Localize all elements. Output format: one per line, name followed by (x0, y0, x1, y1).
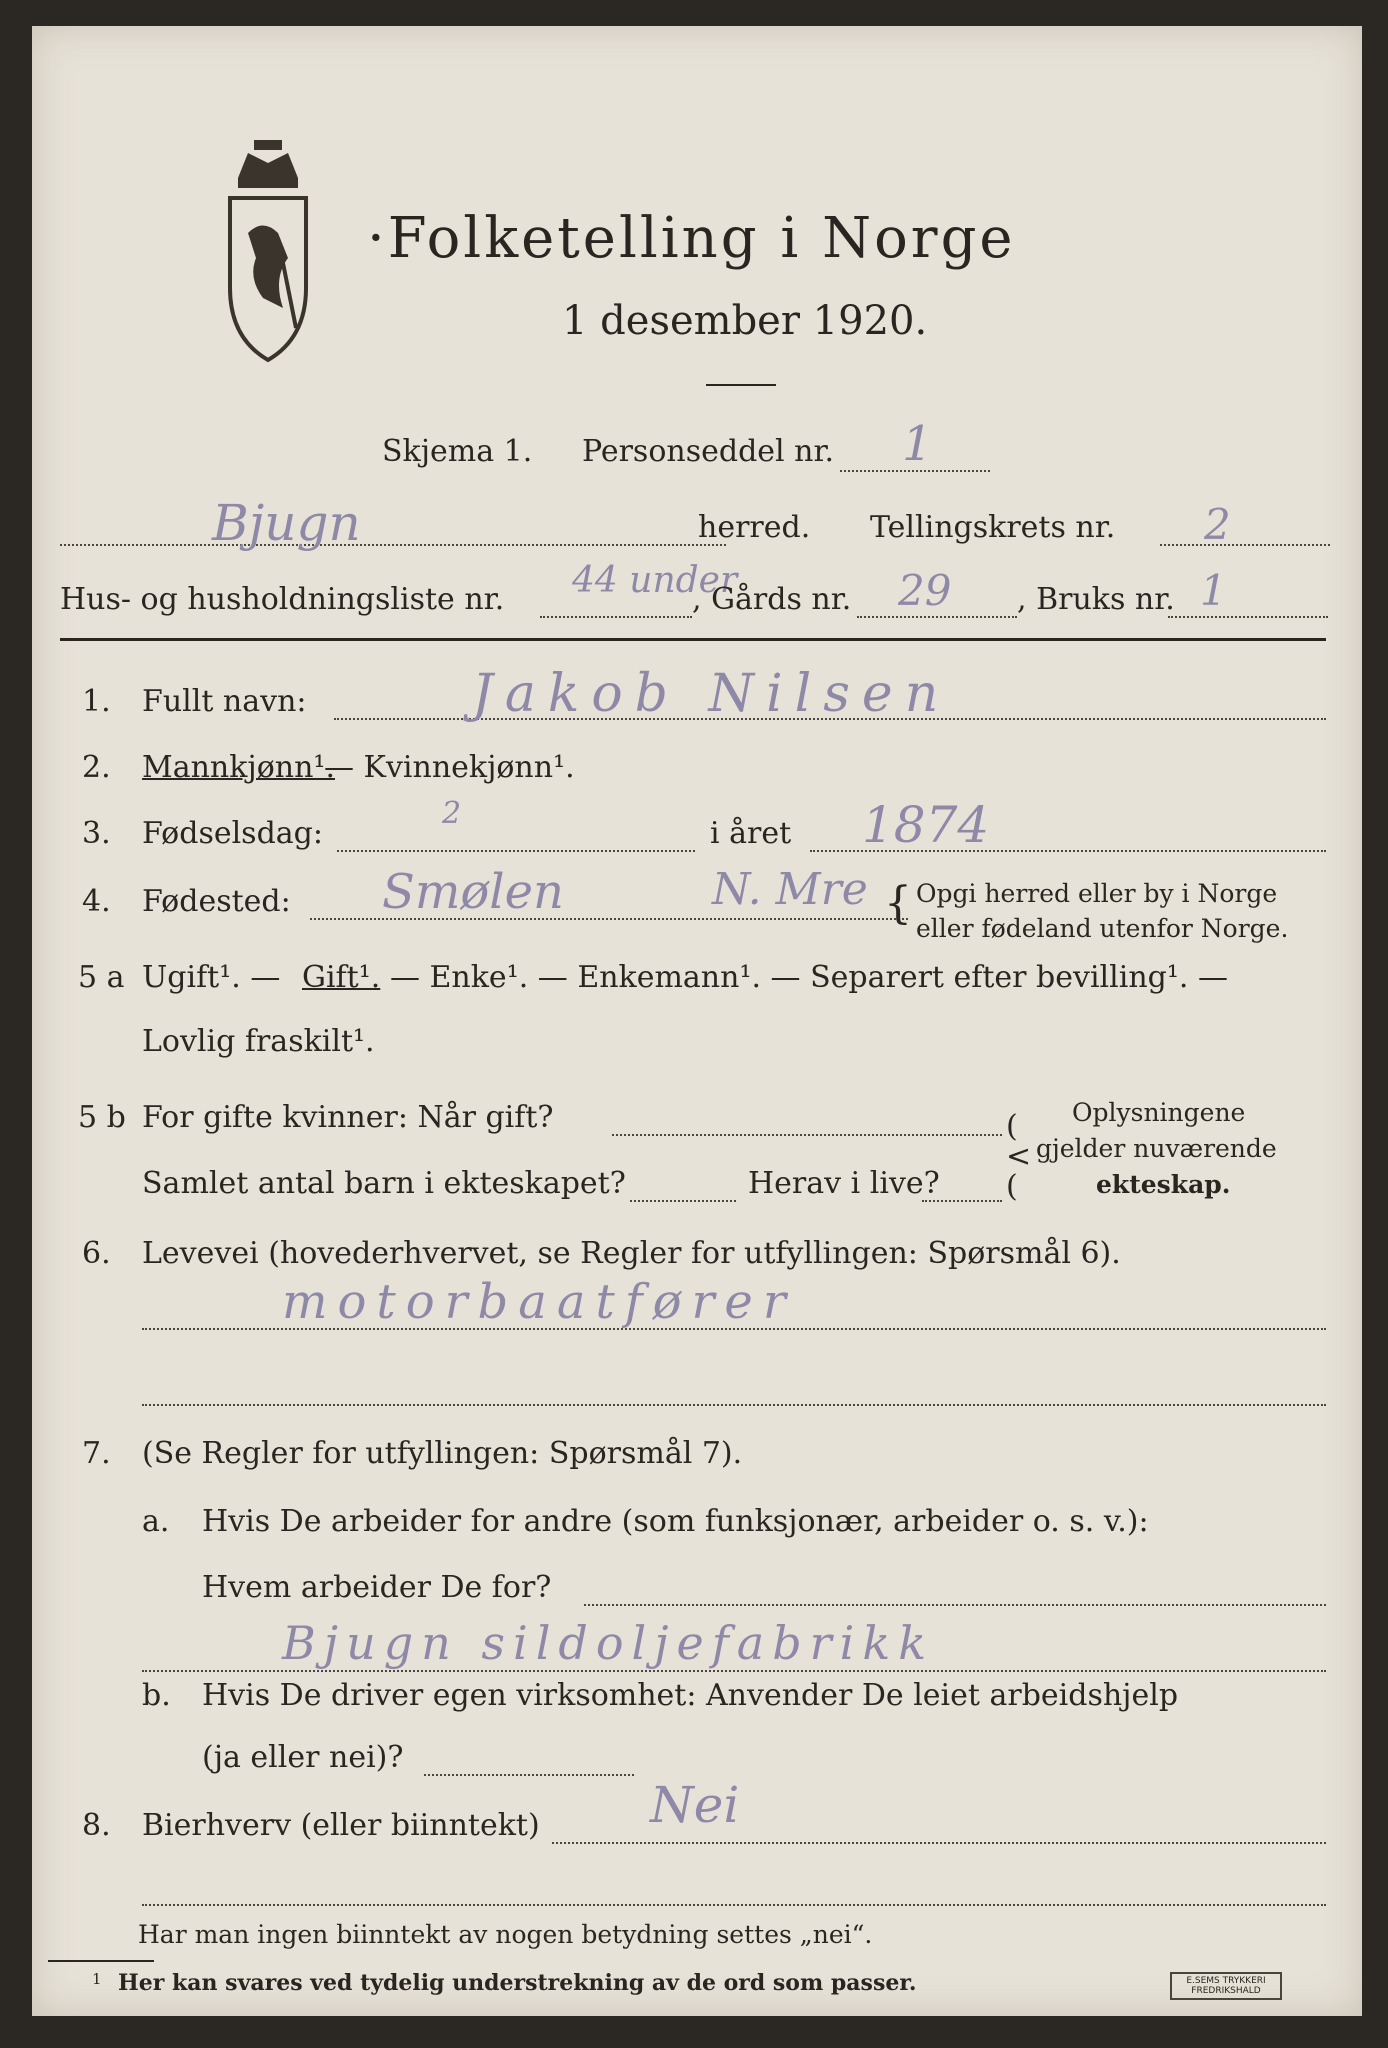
q7-number: 7. (82, 1436, 111, 1471)
q7b-label: Hvis De driver egen virksomhet: Anvender De leiet arbeidshjelp (202, 1678, 1179, 1713)
personseddel-value: 1 (902, 416, 933, 472)
coat-of-arms-icon (218, 138, 318, 366)
q5a-unmarried-option[interactable]: Ugift¹. — (142, 960, 281, 995)
q5b-note-line2: gjelder nuværende (1036, 1134, 1277, 1163)
census-form (32, 26, 1362, 2016)
q5b-children-line[interactable] (630, 1200, 736, 1202)
q2-male-text: Mannkjønn¹. (142, 750, 335, 785)
q8-line-2[interactable] (142, 1904, 1326, 1906)
footnote-text: Her kan svares ved tydelig understrekning av de ord som passer. (118, 1970, 917, 1996)
q5b-alive-label: Herav i live? (748, 1166, 940, 1201)
q4-brace: { (884, 878, 912, 929)
tellingskrets-line[interactable] (1160, 544, 1330, 546)
q1-value: Jakob Nilsen (472, 664, 951, 724)
q3-label: Fødselsdag: (142, 816, 323, 851)
q8-value: Nei (650, 1776, 740, 1834)
q6-number: 6. (82, 1236, 111, 1271)
q5a-married-text: Gift¹. (302, 960, 381, 995)
form-title: ·Folketelling i Norge (367, 206, 1016, 271)
q2-female-option[interactable]: — Kvinnekjønn¹. (324, 750, 575, 785)
q4-label: Fødested: (142, 884, 291, 919)
q5b-alive-line[interactable] (922, 1200, 1002, 1202)
q5a-number: 5 a (78, 960, 125, 995)
q8-label: Bierhverv (eller biinntekt) (142, 1808, 540, 1843)
q5a-married-option[interactable] (302, 960, 380, 995)
tellingskrets-label: Tellingskrets nr. (870, 510, 1116, 545)
q7b-letter: b. (142, 1678, 171, 1713)
q5b-label: For gifte kvinner: Når gift? (142, 1100, 554, 1135)
q8-number: 8. (82, 1808, 111, 1843)
q3-year-label: i året (710, 816, 792, 851)
q6-line-2[interactable] (142, 1404, 1326, 1406)
footnote-mark: 1 (92, 1970, 102, 1988)
bruks-line[interactable] (1168, 616, 1328, 618)
q8-line-1[interactable] (552, 1842, 1326, 1844)
personseddel-label: Personseddel nr. (582, 434, 835, 469)
herred-value: Bjugn (212, 494, 361, 552)
q6-value: motorbaatfører (282, 1274, 796, 1330)
q6-label: Levevei (hovederhvervet, se Regler for utfyllingen: Spørsmål 6). (142, 1236, 1121, 1271)
q3-birthday-line[interactable] (337, 850, 695, 852)
q7a-employer-value: Bjugn sildoljefabrikk (282, 1616, 935, 1670)
q5b-note-line1: Oplysningene (1072, 1098, 1246, 1127)
bruks-value: 1 (1200, 566, 1227, 615)
q7a-label: Hvis De arbeider for andre (som funksjonær, arbeider o. s. v.): (202, 1504, 1149, 1539)
hus-line[interactable] (540, 616, 692, 618)
q4-note-line2: eller fødeland utenfor Norge. (916, 914, 1289, 943)
q7a-letter: a. (142, 1504, 170, 1539)
gards-label: , Gårds nr. (692, 582, 852, 617)
census-date: 1 desember 1920. (562, 298, 928, 344)
q5b-number: 5 b (78, 1100, 126, 1135)
q2-number: 2. (82, 750, 111, 785)
q5b-brace: ( < ( (1006, 1109, 1032, 1204)
skjema-label: Skjema 1. (382, 434, 533, 469)
tellingskrets-value: 2 (1204, 500, 1231, 549)
q8-note: Har man ingen biinntekt av nogen betydning settes „nei“. (138, 1920, 873, 1949)
q5a-divorced-option[interactable]: Lovlig fraskilt¹. (142, 1024, 375, 1059)
header-rule (60, 638, 1326, 641)
title-divider (706, 384, 776, 386)
q3-birthday-value: 2 (442, 796, 462, 831)
herred-line[interactable] (60, 544, 726, 546)
q7a-employer-line-2[interactable] (142, 1670, 1326, 1672)
q4-number: 4. (82, 884, 111, 919)
q5b-note-line3: ekteskap. (1096, 1170, 1231, 1199)
q5b-married-line[interactable] (612, 1134, 1002, 1136)
q4-note-line1: Opgi herred eller by i Norge (916, 879, 1278, 908)
q5a-other-options[interactable]: — Enke¹. — Enkemann¹. — Separert efter bevilling¹. — (390, 960, 1228, 995)
footnote-rule (48, 1960, 154, 1962)
q1-number: 1. (82, 684, 111, 719)
printer-line2: FREDRIKSHALD (1191, 1986, 1261, 1996)
q4-value-county: N. Mre (712, 864, 868, 915)
bruks-label: , Bruks nr. (1017, 582, 1175, 617)
q7a-employer-label: Hvem arbeider De for? (202, 1570, 552, 1605)
q7-label: (Se Regler for utfyllingen: Spørsmål 7). (142, 1436, 743, 1471)
q7b-yesno-label: (ja eller nei)? (202, 1740, 404, 1775)
q1-label: Fullt navn: (142, 684, 307, 719)
q4-value: Smølen (382, 864, 564, 920)
printer-line1: E.SEMS TRYKKERI (1186, 1976, 1266, 1986)
hus-value: 44 under (572, 560, 738, 601)
printer-stamp (1170, 1972, 1282, 2000)
gards-line[interactable] (857, 616, 1017, 618)
q2-male-option[interactable] (142, 750, 335, 785)
herred-label: herred. (698, 510, 811, 545)
gards-value: 29 (898, 566, 952, 615)
q7a-employer-line[interactable] (584, 1604, 1326, 1606)
q7b-line[interactable] (424, 1774, 634, 1776)
q5b-children-label: Samlet antal barn i ekteskapet? (142, 1166, 626, 1201)
hus-label: Hus- og husholdningsliste nr. (60, 582, 505, 617)
q3-number: 3. (82, 816, 111, 851)
q3-year-value: 1874 (862, 796, 990, 854)
